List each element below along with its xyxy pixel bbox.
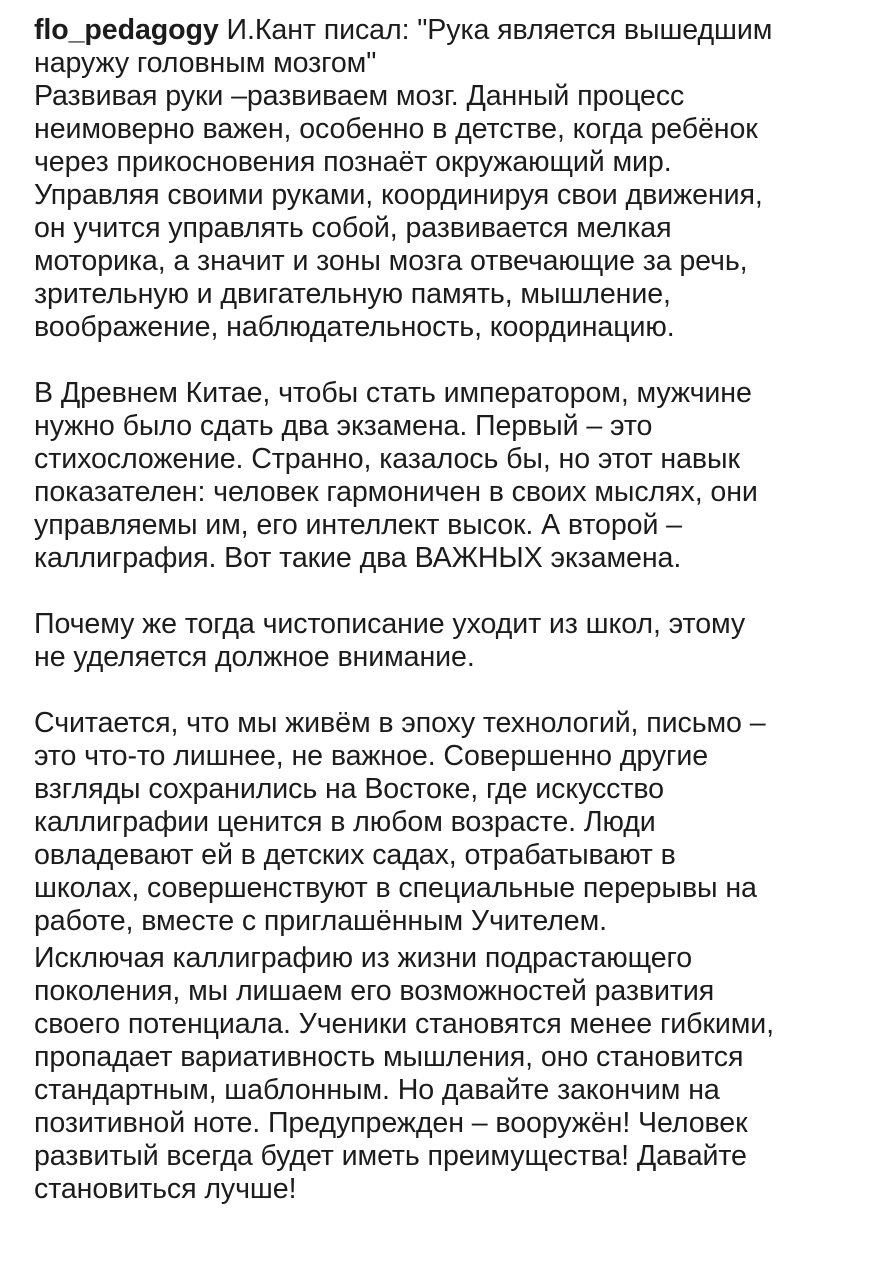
post-caption <box>34 14 846 1206</box>
caption-head <box>34 14 846 80</box>
caption-paragraph-5: Исключая каллиграфию из жизни подрастающего поколения, мы лишаем его возможностей развития своего потенциала. Ученики становятся менее гибкими, пропадает вариативность мышления, оно становится стандартным, шаблонным. Но давайте закончим на позитивной ноте. Предупрежден – вооружён! Человек развитый всегда будет иметь преимущества! Давайте становиться лучше! <box>34 942 774 1205</box>
caption-paragraph-4: Считается, что мы живём в эпоху технологий, письмо – это что-то лишнее, не важное. Совершенно другие взгляды сохранились на Востоке, где искусство каллиграфии ценится в любом возрасте. Люди овладевают ей в детских садах, отрабатывают в школах, совершенствуют в специальные перерывы на работе, вместе с приглашённым Учителем. <box>34 707 766 937</box>
paragraph-gap <box>34 344 846 377</box>
caption-paragraph-3: Почему же тогда чистописание уходит из школ, этому не уделяется должное внимание. <box>34 608 746 673</box>
username-link[interactable]: flo_pedagogy <box>34 14 219 46</box>
caption-paragraph-2: В Древнем Китае, чтобы стать императором, мужчине нужно было сдать два экзамена. Первый – это стихосложение. Странно, казалось бы, но этот навык показателен: человек гармоничен в своих мыслях, они управляемы им, его интеллект высок. А второй – каллиграфия. Вот такие два ВАЖНЫХ экзамена. <box>34 377 758 574</box>
paragraph-gap <box>34 575 846 608</box>
paragraph-gap <box>34 674 846 707</box>
caption-paragraph-1: Развивая руки –развиваем мозг. Данный процесс неимоверно важен, особенно в детстве, когда ребёнок через прикосновения познаёт окружающий мир. Управляя своими руками, координируя свои движения, он учится управлять собой, развивается мелкая моторика, а значит и зоны мозга отвечающие за речь, зрительную и двигательную память, мышление, воображение, наблюдательность, координацию. <box>34 80 763 343</box>
caption-lead: И.Кант писал: "Рука является вышедшим наружу головным мозгом" <box>34 14 773 79</box>
